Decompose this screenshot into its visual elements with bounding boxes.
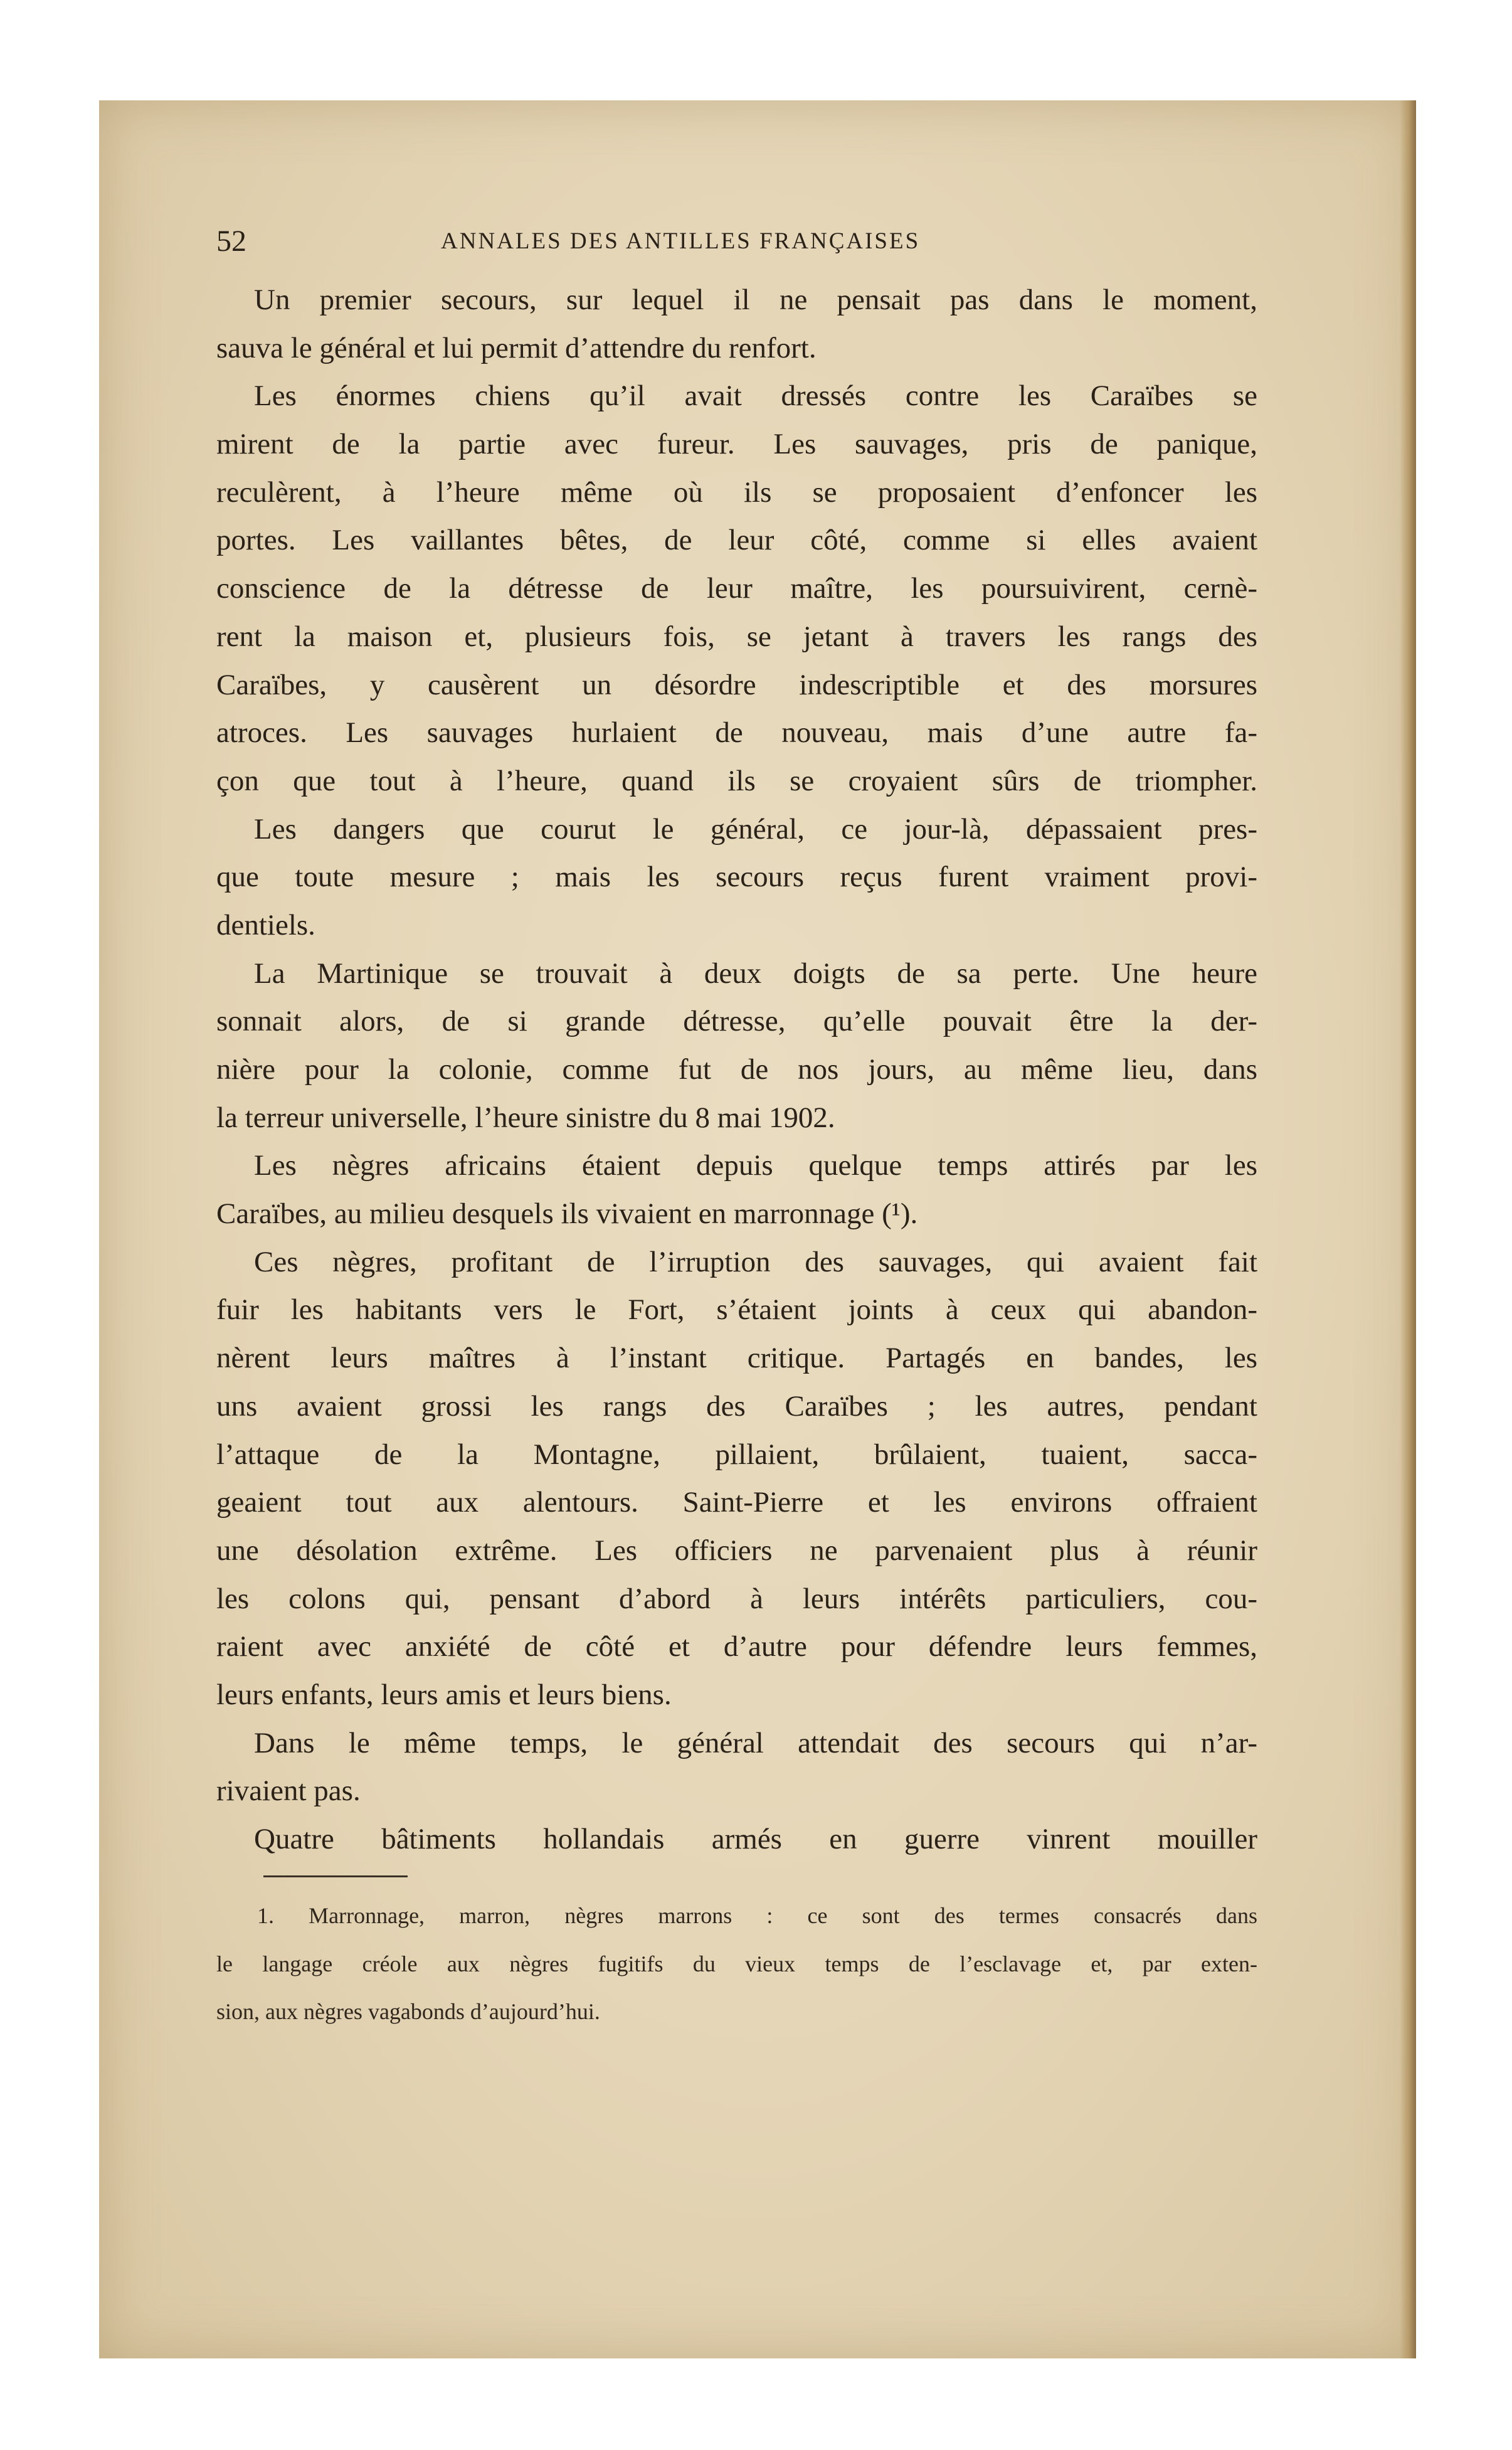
text-line: Caraïbes, au milieu desquels ils vivaient en marronnage (¹). [216,1197,918,1231]
text-line: la terreur universelle, l’heure sinistre du 8 mai 1902. [216,1101,835,1134]
text-line: mirent de la partie avec fureur. Les sauvages, pris de panique, [216,428,1257,461]
text-line: atroces. Les sauvages hurlaient de nouveau, mais d’une autre fa- [216,716,1257,750]
text-line: Caraïbes, y causèrent un désordre indescriptible et des morsures [216,668,1257,701]
text-line: La Martinique se trouvait à deux doigts de sa perte. Une heure [254,957,1257,990]
text-line: geaient tout aux alentours. Saint-Pierre et les environs offraient [216,1486,1257,1519]
text-line: leurs enfants, leurs amis et leurs biens. [216,1678,672,1711]
text-line: l’attaque de la Montagne, pillaient, brûlaient, tuaient, sacca- [216,1438,1257,1471]
footnote-line: sion, aux nègres vagabonds d’aujourd’hui. [216,1999,600,2025]
footnotes [216,1901,1257,2045]
text-line: Les dangers que courut le général, ce jour-là, dépassaient pres- [254,812,1257,846]
text-line: Les nègres africains étaient depuis quelque temps attirés par les [254,1149,1257,1182]
text-line: les colons qui, pensant d’abord à leurs intérêts particuliers, cou- [216,1582,1257,1615]
text-line: fuir les habitants vers le Fort, s’étaient joints à ceux qui abandon- [216,1293,1257,1327]
text-line: une désolation extrême. Les officiers ne parvenaient plus à réunir [216,1534,1257,1567]
text-line: nèrent leurs maîtres à l’instant critique. Partagés en bandes, les [216,1342,1257,1375]
text-line: raient avec anxiété de côté et d’autre pour défendre leurs femmes, [216,1630,1257,1663]
running-title: ANNALES DES ANTILLES FRANÇAISES [441,228,921,254]
text-line: Quatre bâtiments hollandais armés en guerre vinrent mouiller [254,1823,1257,1855]
page-edge-shadow [1400,100,1416,2358]
text-line: Les énormes chiens qu’il avait dressés contre les Caraïbes se [254,379,1257,413]
page-header [216,216,1113,267]
text-line: reculèrent, à l’heure même où ils se proposaient d’enfoncer les [216,475,1257,509]
text-line: portes. Les vaillantes bêtes, de leur côté, comme si elles avaient [216,524,1257,557]
text-line: çon que tout à l’heure, quand ils se croyaient sûrs de triompher. [216,764,1257,797]
text-line: rent la maison et, plusieurs fois, se jetant à travers les rangs des [216,620,1257,653]
text-line: sonnait alors, de si grande détresse, qu’elle pouvait être la der- [216,1005,1257,1038]
footnote-rule [263,1875,408,1877]
text-line: rivaient pas. [216,1774,361,1808]
page-number: 52 [216,225,246,258]
text-line: nière pour la colonie, comme fut de nos jours, au même lieu, dans [216,1053,1257,1086]
text-line: Ces nègres, profitant de l’irruption des sauvages, qui avaient fait [254,1245,1257,1278]
text-line: dentiels. [216,908,315,941]
text-line: Un premier secours, sur lequel il ne pensait pas dans le moment, [254,284,1257,316]
body-text [216,276,1257,1864]
text-line: uns avaient grossi les rangs des Caraïbes ; les autres, pendant [216,1389,1257,1423]
text-line: sauva le général et lui permit d’attendre du renfort. [216,331,817,364]
text-line: que toute mesure ; mais les secours reçus furent vraiment provi- [216,861,1257,894]
footnote-line: 1. Marronnage, marron, nègres marrons : ce sont des termes consacrés dans [257,1903,1257,1928]
text-line: Dans le même temps, le général attendait des secours qui n’ar- [254,1726,1257,1759]
footnote-line: le langage créole aux nègres fugitifs du vieux temps de l’esclavage et, par exten- [216,1951,1257,1976]
text-line: conscience de la détresse de leur maître, les poursuivirent, cernè- [216,572,1257,605]
